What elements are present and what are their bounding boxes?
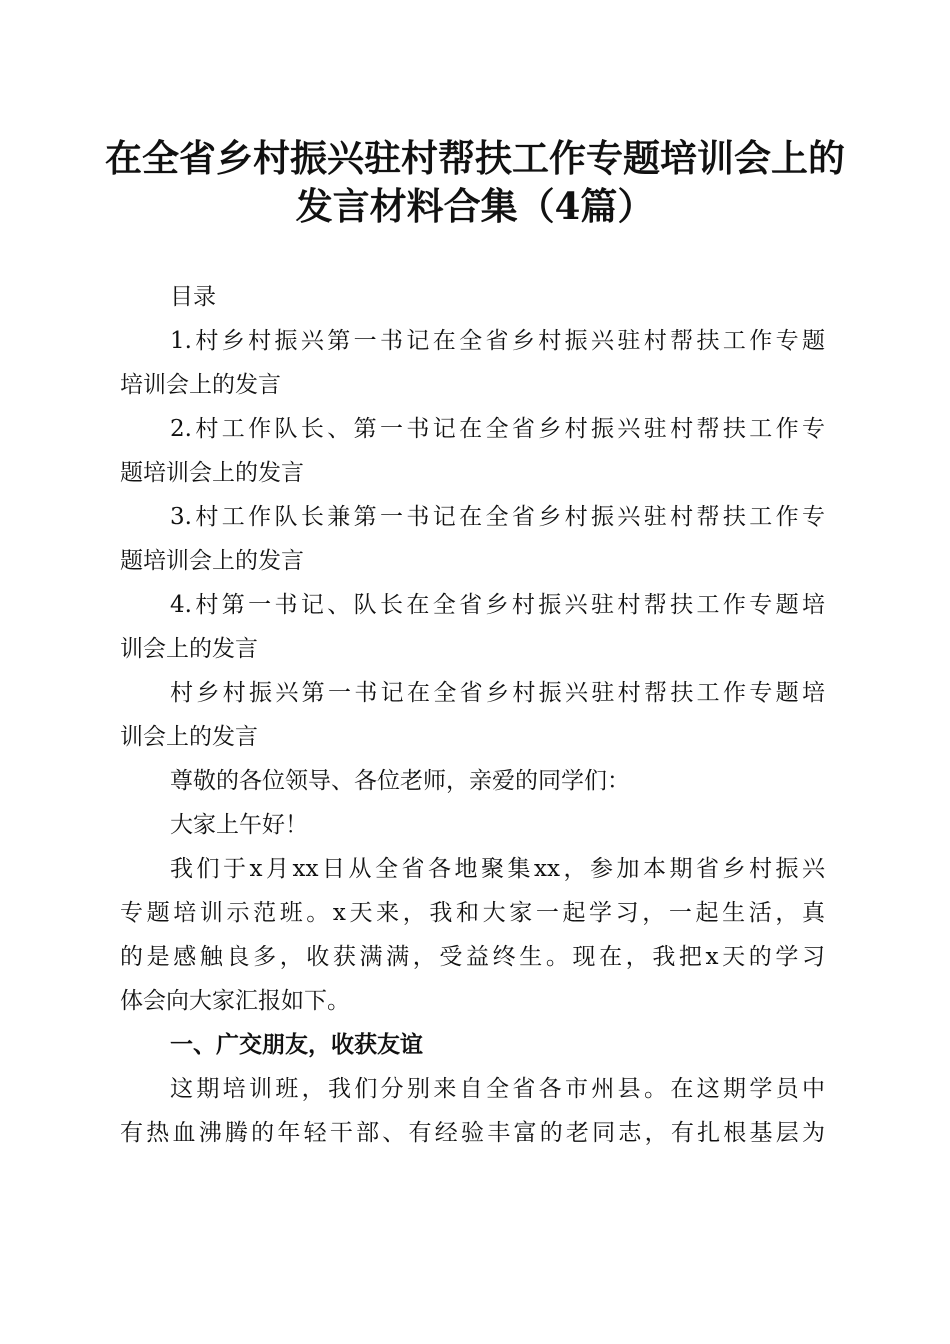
section-title: 村乡村振兴第一书记在全省乡村振兴驻村帮扶工作专题培 训会上的发言 <box>120 680 825 750</box>
toc-item-3: 3.村工作队长兼第一书记在全省乡村振兴驻村帮扶工作专 题培训会上的发言 <box>120 504 825 574</box>
document-body <box>120 275 825 1155</box>
toc-item-2: 2.村工作队长、第一书记在全省乡村振兴驻村帮扶工作专 题培训会上的发言 <box>120 416 825 486</box>
salutation: 尊敬的各位领导、各位老师，亲爱的同学们： <box>170 768 630 794</box>
toc-item-1: 1.村乡村振兴第一书记在全省乡村振兴驻村帮扶工作专题 培训会上的发言 <box>120 328 825 398</box>
heading-1: 一、广交朋友，收获友谊 <box>170 1032 423 1058</box>
toc-label: 目录 <box>170 284 216 310</box>
document-title-line-1: 在全省乡村振兴驻村帮扶工作专题培训会上的 <box>105 136 845 180</box>
toc-item-4: 4.村第一书记、队长在全省乡村振兴驻村帮扶工作专题培 训会上的发言 <box>120 592 825 662</box>
intro-paragraph: 我们于x月xx日从全省各地聚集xx，参加本期省乡村振兴 专题培训示范班。x天来，我和大家一起学习，一起生活，真 的是感触良多，收获满满，受益终生。现在，我把x天的学习 体会向大家汇报如下。 <box>120 856 825 1014</box>
document-title-line-2: 发言材料合集（4篇） <box>295 184 655 228</box>
greeting: 大家上午好！ <box>170 812 308 838</box>
paragraph-1: 这期培训班，我们分别来自全省各市州县。在这期学员中 有热血沸腾的年轻干部、有经验丰富的老同志，有扎根基层为 <box>120 1076 825 1146</box>
